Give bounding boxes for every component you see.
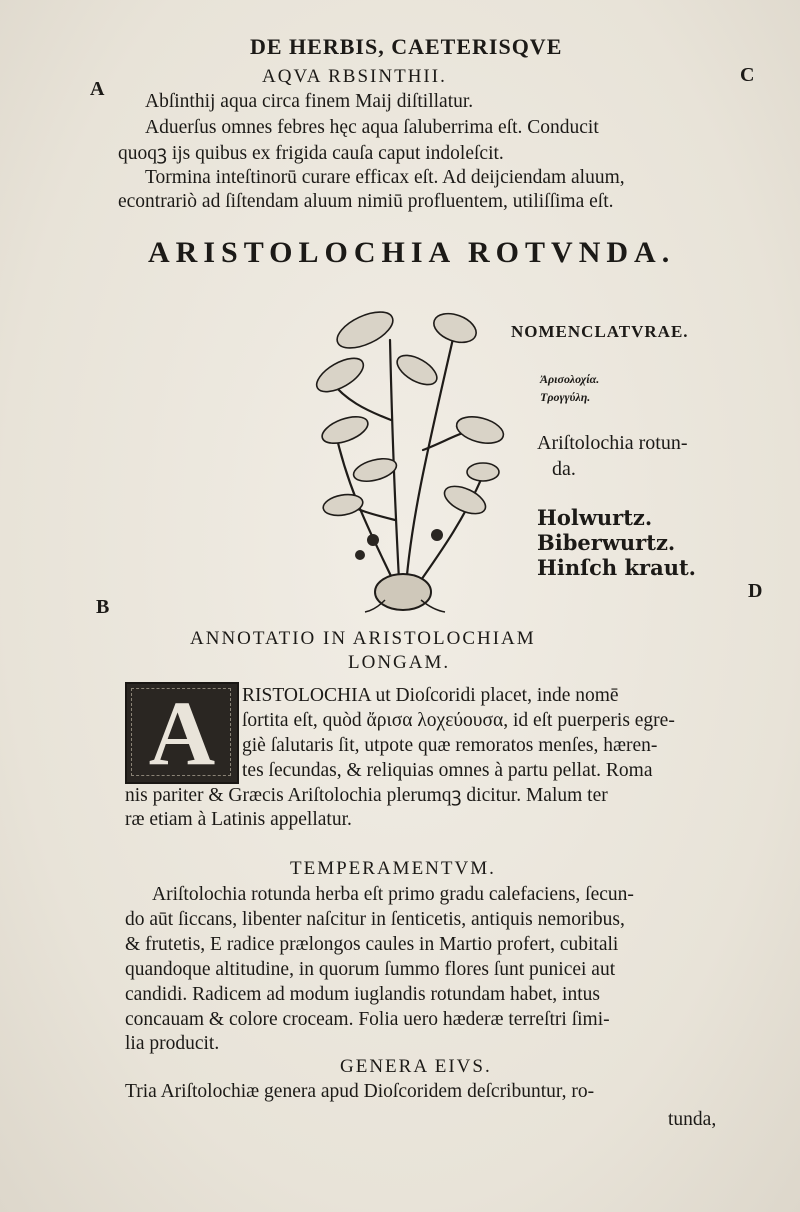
temperamentum-line-1: Ariſtolochia rotunda herba eſt primo gradu calefaciens, ſecun- [152, 884, 634, 905]
aqua-line-3: quoqꝫ ijs quibus ex frigida cauſa caput indoleſcit. [118, 143, 504, 164]
aqua-section-title: AQVA RBSINTHII. [262, 66, 447, 87]
aqua-line-5: econtrariò ad ſiſtendam aluum nimiū profluentem, utiliſſima eſt. [118, 191, 614, 212]
temperamentum-line-5: candidi. Radicem ad modum iuglandis rotundam habet, intus [125, 984, 600, 1005]
annotatio-title-line-1: ANNOTATIO IN ARISTOLOCHIAM [190, 628, 536, 649]
annotatio-line-3: giè ſalutaris ſit, utpote quæ remoratos menſes, hæren- [242, 735, 658, 756]
margin-letter-a: A [90, 78, 105, 100]
nomenclature-german-2: Biberwurtz. [537, 530, 676, 555]
annotatio-line-2: ſortita eſt, quòd ἄρισα λοχεύουσα, id eſt puerperis egre- [242, 710, 675, 731]
margin-letter-b: B [96, 596, 110, 618]
decorated-initial [125, 682, 239, 784]
nomenclature-latin-1: Ariſtolochia rotun- [537, 432, 688, 454]
plant-title: ARISTOLOCHIA ROTVNDA. [148, 236, 676, 269]
nomenclature-latin-2: da. [552, 458, 576, 480]
aqua-line-2: Aduerſus omnes febres hęc aqua ſaluberrima eſt. Conducit [145, 117, 599, 138]
genera-line-1: Tria Ariſtolochiæ genera apud Dioſcoridem deſcribuntur, ro- [125, 1081, 595, 1102]
plant-drawing [305, 300, 510, 615]
catchword: tunda, [668, 1109, 717, 1130]
nomenclature-greek-1: Ἀρισολοχία. [540, 372, 600, 386]
temperamentum-line-3: & frutetis, E radice prælongos caules in Martio profert, cubitali [125, 934, 619, 955]
margin-letter-d: D [748, 580, 763, 602]
temperamentum-line-6: concauam & colore croceam. Folia uero hæderæ terreſtri ſimi- [125, 1009, 610, 1030]
annotatio-title-line-2: LONGAM. [348, 652, 451, 673]
nomenclature-german-1: Holwurtz. [537, 505, 653, 530]
genera-title: GENERA EIVS. [340, 1056, 492, 1077]
temperamentum-line-2: do aūt ſiccans, libenter naſcitur in ſenticetis, antiquis nemoribus, [125, 909, 625, 930]
plant-woodcut-illustration [305, 300, 510, 615]
temperamentum-title: TEMPERAMENTVM. [290, 858, 496, 879]
nomenclature-greek-2: Τρογγύλη. [540, 390, 591, 404]
nomenclature-title: NOMENCLATVRAE. [511, 322, 689, 341]
annotatio-line-1: RISTOLOCHIA ut Dioſcoridi placet, inde nomē [242, 685, 619, 706]
temperamentum-line-4: quandoque altitudine, in quorum ſummo flores ſunt punicei aut [125, 959, 616, 980]
margin-letter-c: C [740, 64, 755, 86]
annotatio-line-6: ræ etiam à Latinis appellatur. [125, 809, 352, 830]
aqua-line-1: Abſinthij aqua circa finem Maij diſtillatur. [145, 91, 474, 112]
temperamentum-line-7: lia producit. [125, 1033, 220, 1054]
aqua-line-4: Tormina inteſtinorū curare efficax eſt. Ad deijciendam aluum, [145, 167, 625, 188]
running-header: DE HERBIS, CAETERISQVE [250, 34, 563, 59]
annotatio-line-4: tes ſecundas, & reliquias omnes à partu pellat. Roma [242, 760, 653, 781]
initial-letter: A [148, 682, 216, 784]
annotatio-line-5: nis pariter & Græcis Ariſtolochia plerumqꝫ dicitur. Malum ter [125, 785, 608, 806]
nomenclature-german-3: Hinſch kraut. [537, 555, 696, 580]
